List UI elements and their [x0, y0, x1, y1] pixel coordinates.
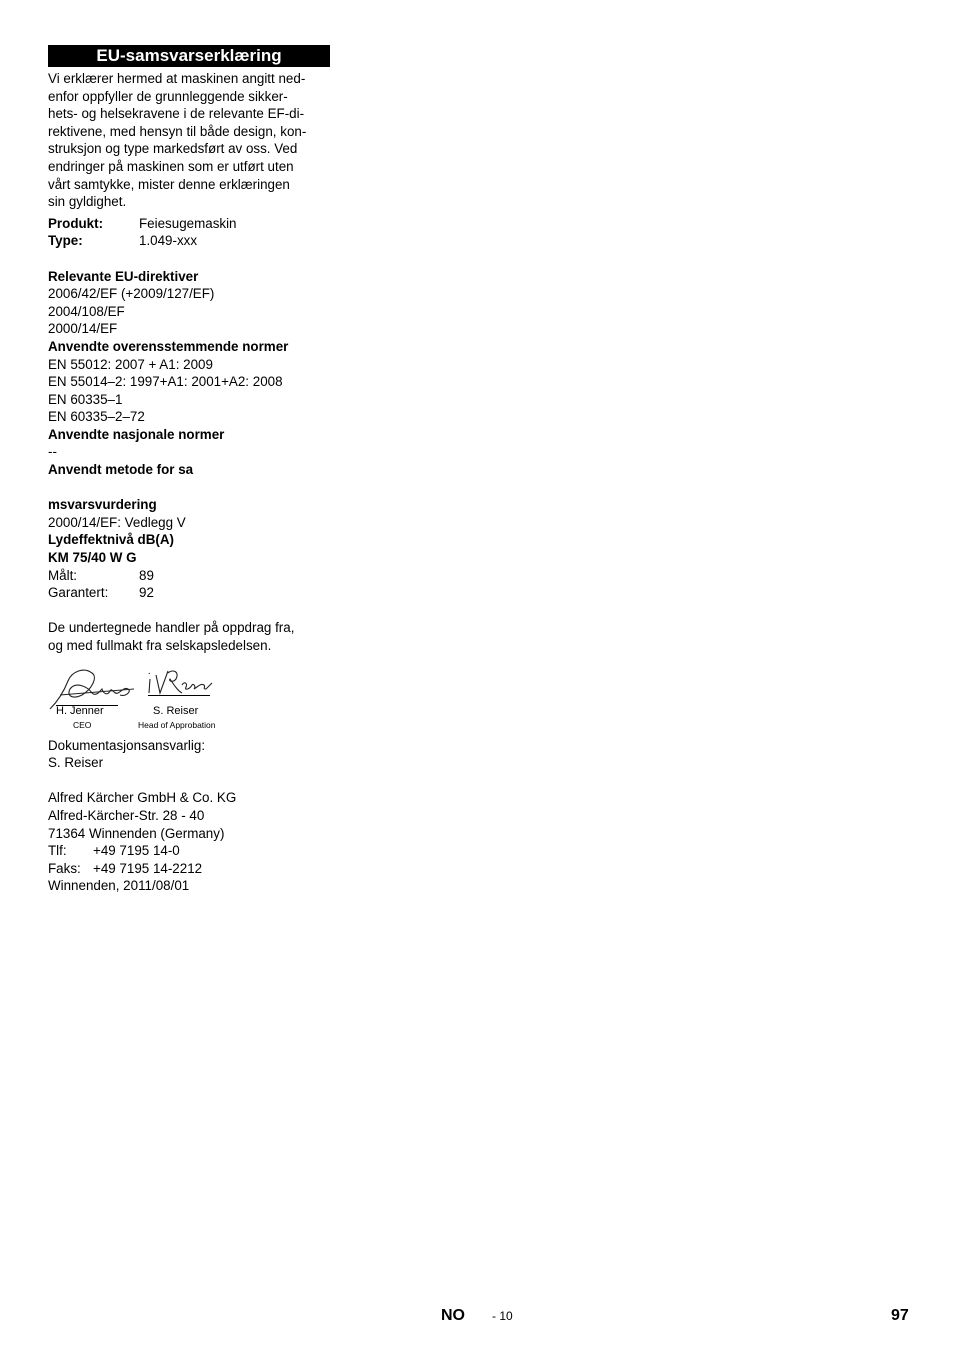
signatories-line: og med fullmakt fra selskapsledelsen. [48, 638, 272, 653]
harmonized-item: EN 60335–2–72 [48, 409, 145, 425]
directive-item: 2000/14/EF [48, 321, 118, 337]
footer-language: NO [441, 1307, 465, 1324]
intro-line: vårt samtykke, mister denne erklæringen [48, 176, 290, 192]
intro-line: rektivene, med hensyn til både design, kon- [48, 123, 307, 139]
intro-line: enfor oppfyller de grunnleggende sikker- [48, 88, 288, 104]
signature-block [48, 665, 330, 737]
documentation-label: Dokumentasjonsansvarlig: [48, 737, 206, 753]
harmonized-item: EN 55014–2: 1997+A1: 2001+A2: 2008 [48, 374, 283, 390]
guaranteed-label: Garantert: [48, 585, 109, 601]
directive-item: 2004/108/EF [48, 303, 125, 319]
type-label: Type: [48, 233, 83, 249]
harmonized-item: EN 60335–1 [48, 391, 123, 407]
national-title: Anvendte nasjonale normer [48, 426, 225, 442]
guaranteed-row [48, 584, 330, 602]
measured-value: 89 [139, 567, 154, 583]
phone-label: Tlf: [48, 843, 67, 859]
signatories-line: De undertegnede handler på oppdrag fra, [48, 620, 295, 636]
product-value: Feiesugemaskin [139, 215, 237, 231]
intro-line: Vi erklærer hermed at maskinen angitt ned- [48, 71, 306, 86]
footer-section [492, 1306, 513, 1326]
sound-model: KM 75/40 W G [48, 550, 137, 566]
product-row [48, 215, 330, 233]
company-name: Alfred Kärcher GmbH & Co. KG [48, 790, 237, 806]
fax-label: Faks: [48, 860, 81, 876]
harmonized-title: Anvendte overensstemmende normer [48, 338, 289, 354]
intro-line: struksjon og type markedsført av oss. Ved [48, 141, 298, 157]
type-value: 1.049-xxx [139, 233, 198, 249]
company-street: Alfred-Kärcher-Str. 28 - 40 [48, 807, 205, 823]
signature-role-jenner: CEO [73, 719, 92, 730]
place-date: Winnenden, 2011/08/01 [48, 878, 190, 894]
measured-row [48, 567, 330, 585]
intro-line: endringer på maskinen som er utført uten [48, 158, 294, 174]
signature-role-reiser: Head of Approbation [138, 719, 216, 730]
fax-value: +49 7195 14-2212 [93, 860, 203, 876]
intro-line: sin gyldighet. [48, 194, 127, 210]
signature-name-reiser: S. Reiser [153, 704, 199, 717]
directive-item: 2006/42/EF (+2009/127/EF) [48, 286, 215, 302]
intro-line: hets- og helsekravene i de relevante EF-di- [48, 106, 305, 122]
phone-row [48, 842, 330, 860]
footer-section-text: - 10 [492, 1309, 513, 1323]
national-value: -- [48, 444, 57, 460]
measured-label: Målt: [48, 567, 78, 583]
method-title-1: Anvendt metode for sa [48, 462, 194, 478]
declaration-column [48, 45, 330, 895]
declaration-heading: EU-samsvarserklæring [48, 45, 330, 67]
intro-paragraph [48, 70, 330, 211]
fax-row [48, 860, 330, 878]
directives-title: Relevante EU-direktiver [48, 268, 199, 284]
harmonized-item: EN 55012: 2007 + A1: 2009 [48, 356, 213, 372]
product-label: Produkt: [48, 215, 104, 231]
company-city: 71364 Winnenden (Germany) [48, 825, 225, 841]
documentation-name: S. Reiser [48, 755, 104, 771]
signature-name-jenner: H. Jenner [56, 704, 104, 717]
method-value: 2000/14/EF: Vedlegg V [48, 514, 186, 530]
type-row [48, 232, 330, 250]
method-title-2: msvarsvurdering [48, 497, 157, 513]
phone-value: +49 7195 14-0 [93, 843, 180, 859]
guaranteed-value: 92 [139, 585, 154, 601]
footer-page-number: 97 [891, 1307, 909, 1324]
sound-title: Lydeffektnivå dB(A) [48, 532, 174, 548]
